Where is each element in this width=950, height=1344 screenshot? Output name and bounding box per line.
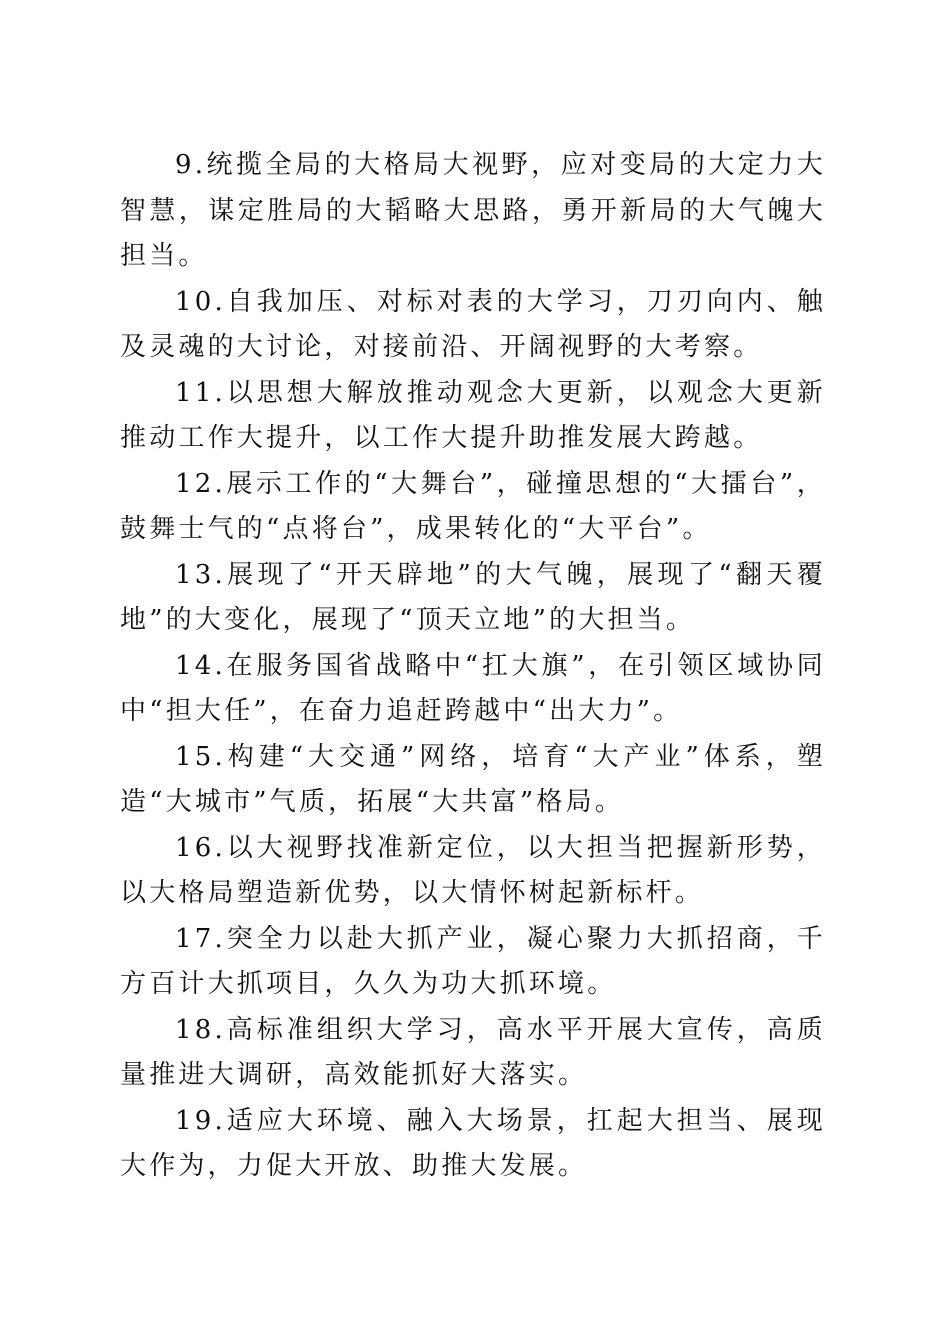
paragraph-17: 17.突全力以赴大抓产业，凝心聚力大抓招商，千方百计大抓项目，久久为功大抓环境。	[120, 923, 826, 999]
document-body	[120, 143, 826, 1190]
paragraph-12: 12.展示工作的“大舞台”，碰撞思想的“大擂台”，鼓舞士气的“点将台”，成果转化的“大平台”。	[120, 468, 826, 544]
paragraph-15: 15.构建“大交通”网络，培育“大产业”体系，塑造“大城市”气质，拓展“大共富”格局。	[120, 741, 826, 817]
paragraph-13: 13.展现了“开天辟地”的大气魄，展现了“翻天覆地”的大变化，展现了“顶天立地”的大担当。	[120, 559, 826, 635]
paragraph-11: 11.以思想大解放推动观念大更新，以观念大更新推动工作大提升，以工作大提升助推发展大跨越。	[120, 377, 826, 453]
paragraph-18: 18.高标准组织大学习，高水平开展大宣传，高质量推进大调研，高效能抓好大落实。	[120, 1014, 826, 1090]
paragraph-19: 19.适应大环境、融入大场景，扛起大担当、展现大作为，力促大开放、助推大发展。	[120, 1105, 826, 1181]
paragraph-14: 14.在服务国省战略中“扛大旗”，在引领区域协同中“担大任”，在奋力追赶跨越中“出大力”。	[120, 650, 826, 726]
paragraph-9: 9.统揽全局的大格局大视野，应对变局的大定力大智慧，谋定胜局的大韬略大思路，勇开新局的大气魄大担当。	[120, 150, 826, 271]
paragraph-16: 16.以大视野找准新定位，以大担当把握新形势，以大格局塑造新优势，以大情怀树起新标杆。	[120, 832, 826, 908]
paragraph-10: 10.自我加压、对标对表的大学习，刀刃向内、触及灵魂的大讨论，对接前沿、开阔视野的大考察。	[120, 286, 826, 362]
